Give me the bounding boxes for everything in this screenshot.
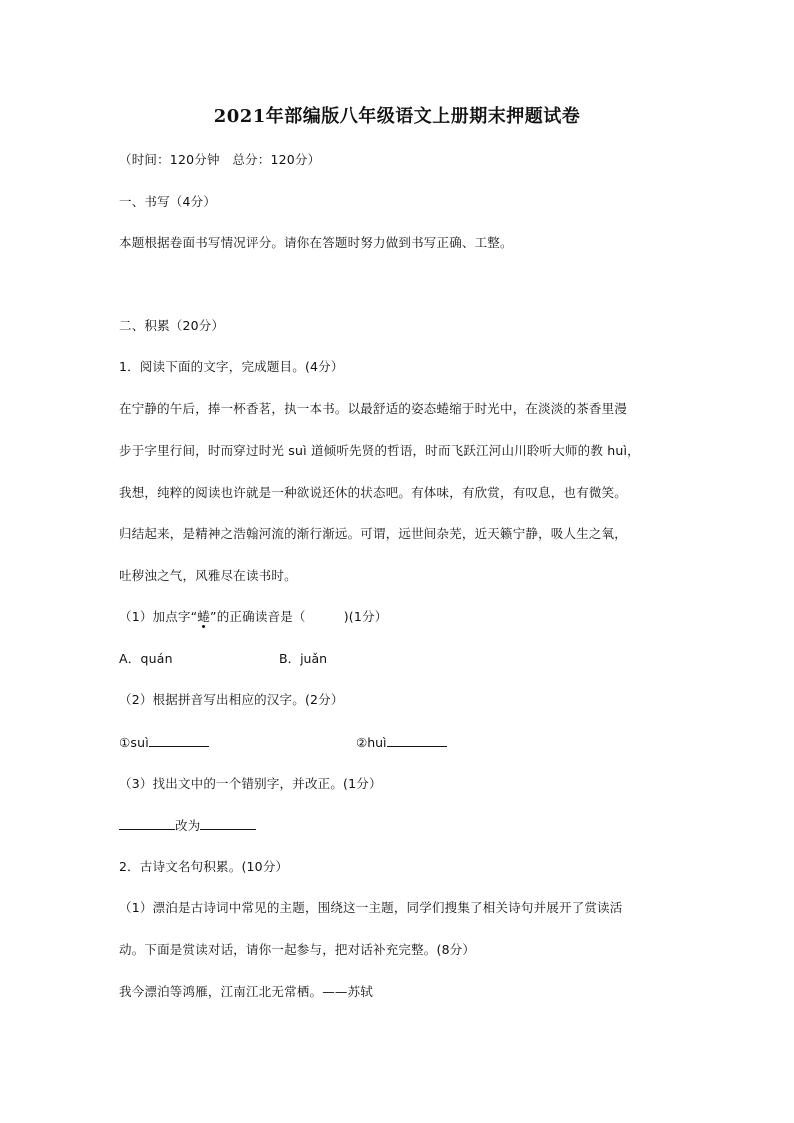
passage-line: 步于字里行间，时而穿过时光 suì 道倾听先贤的哲语，时而飞跃江河山川聆听大师的教 huì， [119, 443, 640, 458]
question-1-1 [119, 608, 387, 626]
dotted-character: 蜷 [197, 609, 211, 624]
question-2-1-line: 动。下面是赏读对话，请你一起参与，把对话补充完整。(8分） [119, 942, 476, 957]
option-a: A．quán [119, 651, 173, 666]
passage-line: 吐秽浊之气，风雅尽在读书时。 [119, 568, 297, 583]
correction-row [119, 816, 256, 835]
correct-char-blank[interactable] [200, 816, 256, 830]
section-1-text: 本题根据卷面书写情况评分。请你在答题时努力做到书写正确、工整。 [119, 235, 513, 250]
poem-line: 我今漂泊等鸿雁，江南江北无常栖。——苏轼 [119, 984, 374, 999]
answer-blank[interactable] [387, 733, 447, 747]
option-b: B．juǎn [279, 651, 328, 666]
question-2-1-line: （1）漂泊是古诗词中常见的主题，围绕这一主题，同学们搜集了相关诗句并展开了赏读活 [119, 900, 623, 915]
passage-line: 在宁静的午后，捧一杯香茗，执一本书。以最舒适的姿态蜷缩于时光中，在淡淡的茶香里漫 [119, 401, 628, 416]
question-1-1-prefix: （1）加点字“ [119, 609, 198, 624]
exam-meta: （时间：120分钟 总分：120分） [119, 152, 321, 167]
passage-line: 归结起来，是精神之浩翰河流的渐行渐远。可谓，远世间杂芜，近天籁宁静，吸人生之氧， [119, 526, 628, 541]
correction-label: 改为 [175, 818, 201, 833]
answer-suì [119, 733, 209, 752]
pinyin-label: ②huì [356, 735, 387, 750]
passage-line: 我想，纯粹的阅读也许就是一种欲说还休的状态吧。有体味，有欣赏，有叹息，也有微笑。 [119, 485, 628, 500]
answer-blank[interactable] [149, 733, 209, 747]
question-1-title: 1．阅读下面的文字，完成题目。(4分） [119, 359, 344, 374]
question-1-1-suffix: ”的正确读音是（ )(1分） [210, 609, 388, 624]
page-title: 2021年部编版八年级语文上册期末押题试卷 [213, 106, 581, 127]
question-1-2: （2）根据拼音写出相应的汉字。(2分） [119, 692, 344, 707]
question-1-3: （3）找出文中的一个错别字，并改正。(1分） [119, 776, 382, 791]
wrong-char-blank[interactable] [119, 816, 175, 830]
section-2-heading: 二、积累（20分） [119, 318, 225, 333]
question-2-title: 2．古诗文名句积累。(10分） [119, 859, 289, 874]
section-1-heading: 一、书写（4分） [119, 194, 217, 209]
answer-huì [356, 733, 447, 752]
pinyin-label: ①suì [119, 735, 149, 750]
